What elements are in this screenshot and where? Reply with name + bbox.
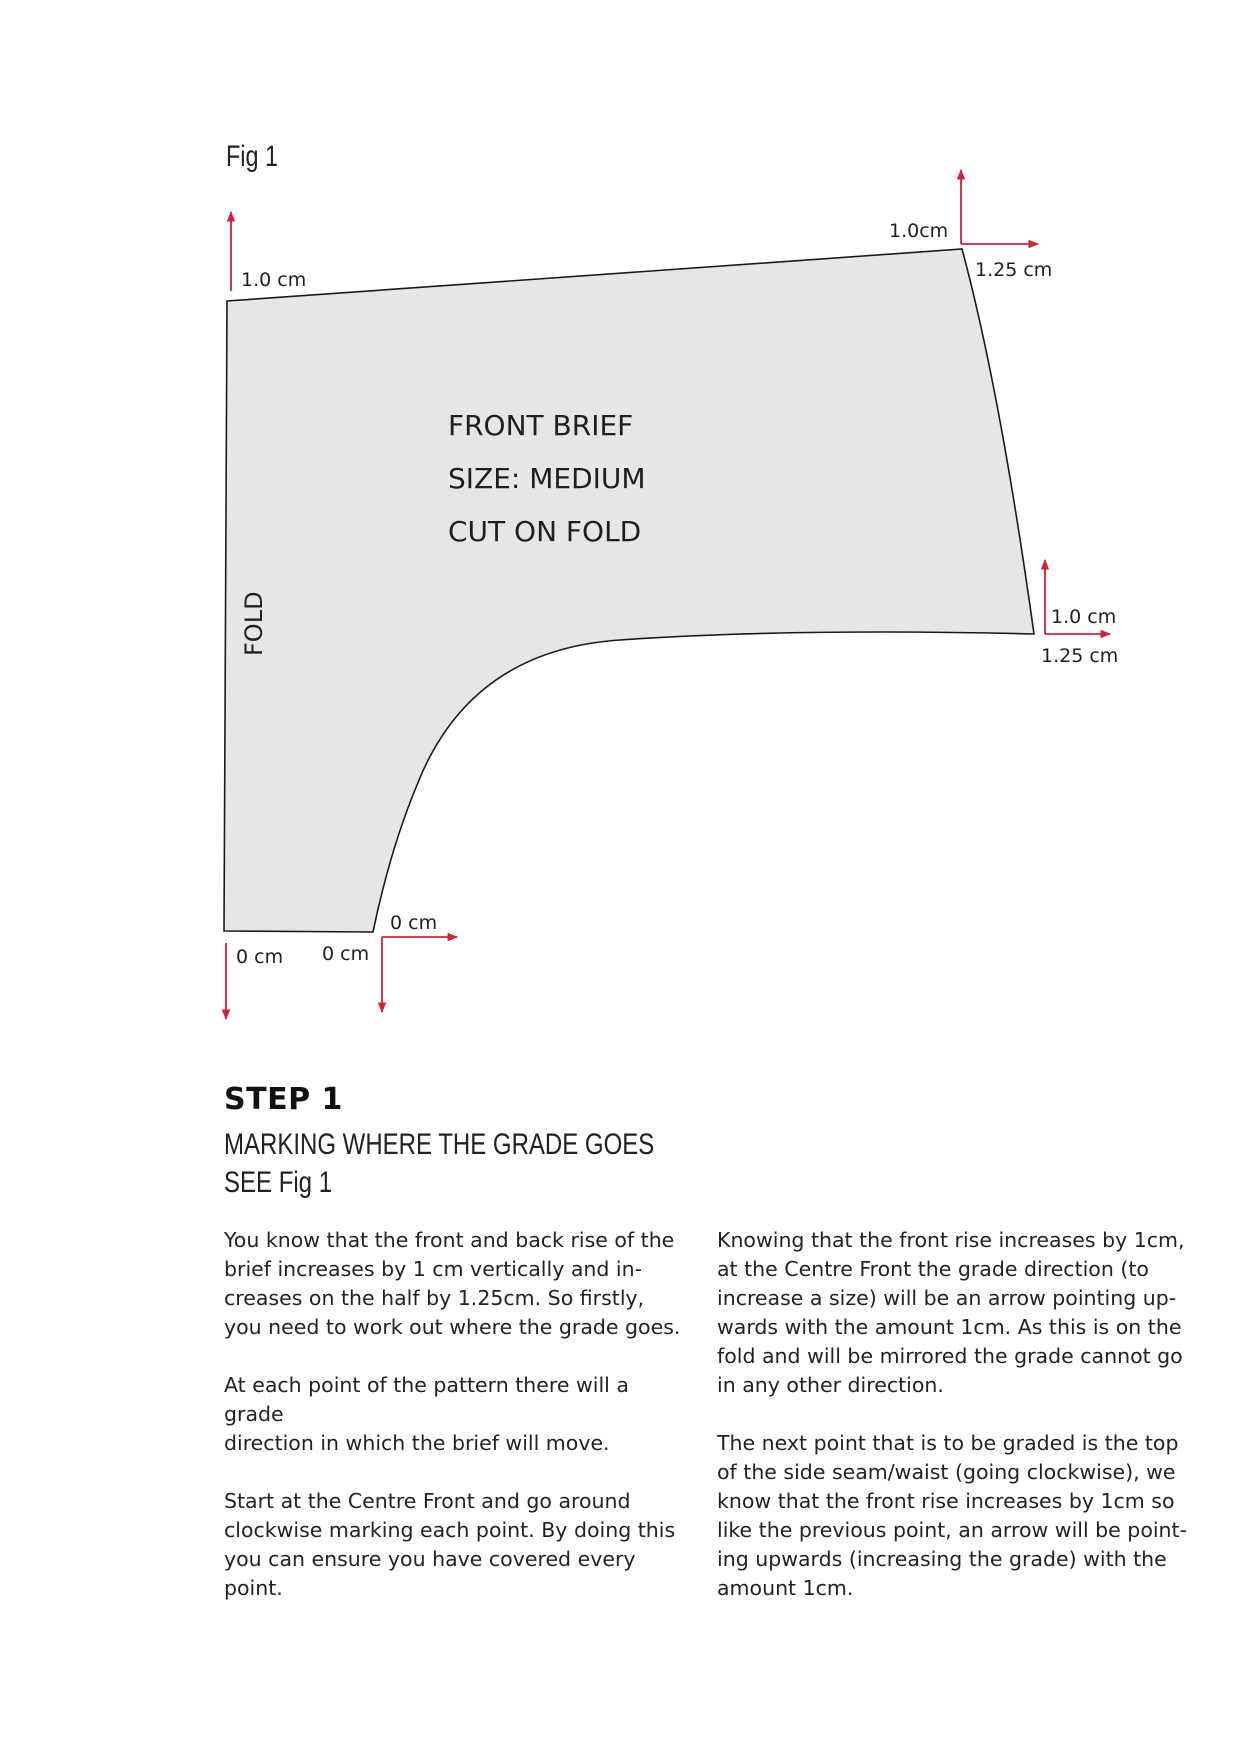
- paragraph: Start at the Centre Front and go around clockwise marking each point. By doing this you can ensure you have covered every point.: [224, 1489, 676, 1600]
- step-subtitle: MARKING WHERE THE GRADE GOES: [224, 1128, 655, 1161]
- grade-label-bottom-left: 0 cm: [236, 946, 284, 968]
- grade-label-top-left: 1.0 cm: [241, 269, 307, 291]
- pattern-label-size: SIZE: MEDIUM: [448, 462, 646, 495]
- grade-label-top-right-up: 1.0cm: [889, 220, 949, 242]
- paragraph: You know that the front and back rise of the brief increases by 1 cm vertically and in- creases on the half by 1.25cm. So firstly, you need to work out where the grade goes.: [224, 1228, 681, 1339]
- fold-label: FOLD: [240, 591, 268, 656]
- grade-label-crotch-right: 0 cm: [390, 912, 438, 934]
- step-figure-reference: SEE Fig 1: [224, 1166, 333, 1199]
- grade-label-crotch-bottom: 0 cm: [322, 943, 370, 965]
- figure-title: Fig 1: [226, 140, 279, 173]
- paragraph: Knowing that the front rise increases by 1cm, at the Centre Front the grade direction (to increase a size) will be an arrow pointing up- wards with the amount 1cm. As this is on the fold and will be mirrored the grade cannot go in any other direction.: [717, 1228, 1185, 1397]
- body-column-left: [224, 1226, 684, 1632]
- grade-label-right-out: 1.25 cm: [1041, 645, 1119, 667]
- pattern-label-cut: CUT ON FOLD: [448, 515, 642, 548]
- paragraph: At each point of the pattern there will a grade direction in which the brief will move.: [224, 1373, 629, 1455]
- pattern-label-name: FRONT BRIEF: [448, 409, 634, 442]
- step-heading: STEP 1: [224, 1082, 343, 1117]
- front-brief-pattern-piece: [224, 249, 1034, 932]
- paragraph: The next point that is to be graded is the top of the side seam/waist (going clockwise), we know that the front rise increases by 1cm so like the previous point, an arrow will be point- ing upwards (increasing the grade) with the amount 1cm.: [717, 1431, 1187, 1600]
- grade-label-right-up: 1.0 cm: [1051, 606, 1117, 628]
- grade-label-top-right-out: 1.25 cm: [975, 259, 1053, 281]
- body-column-right: [717, 1226, 1187, 1632]
